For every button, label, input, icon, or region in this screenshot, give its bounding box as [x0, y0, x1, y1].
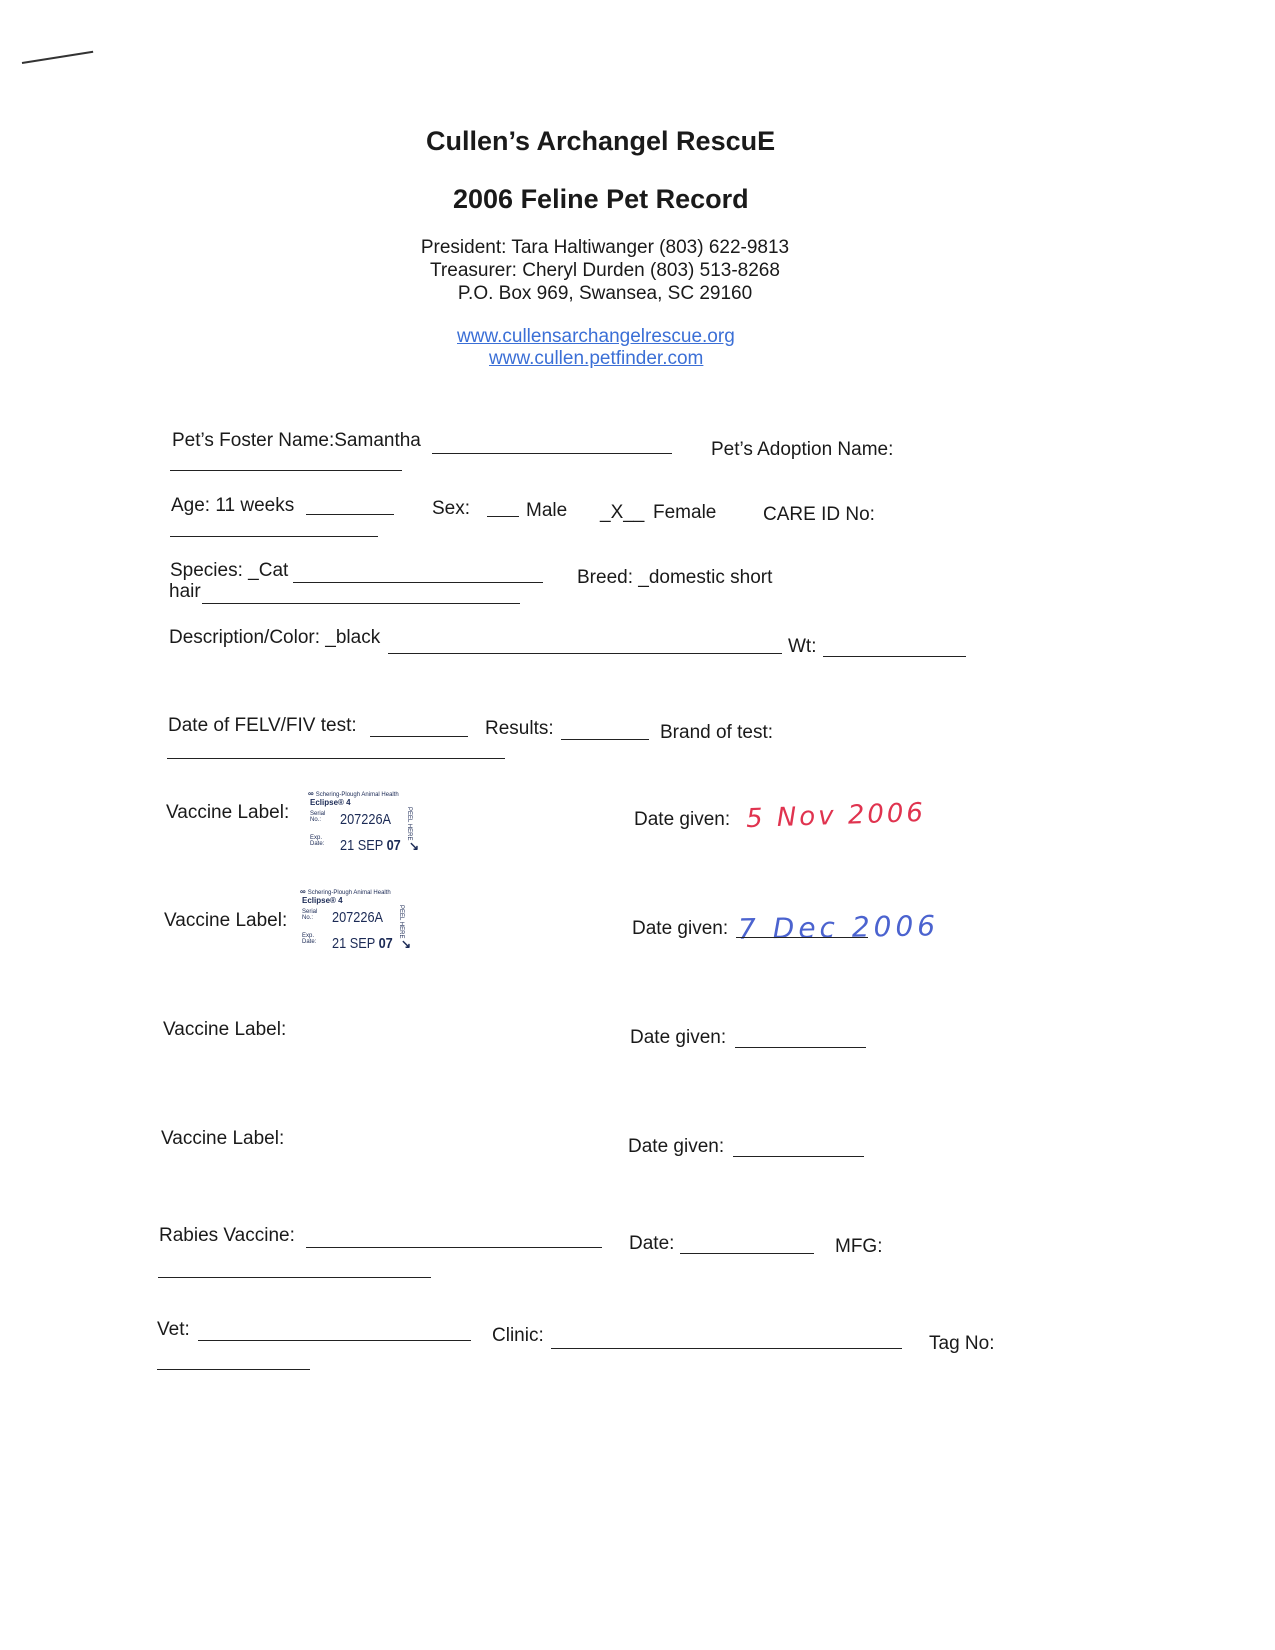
- felv-brand-line[interactable]: [167, 758, 505, 759]
- male-checkbox-line[interactable]: [487, 516, 519, 517]
- female-label: Female: [653, 502, 717, 523]
- sticker-serial-caption: Serial No.:: [302, 909, 318, 921]
- clinic-label: Clinic:: [492, 1325, 544, 1346]
- felv-brand-label: Brand of test:: [660, 722, 774, 743]
- vaccine-sticker-2: [298, 885, 420, 955]
- vaccine-date-line-3[interactable]: [735, 1047, 866, 1048]
- rabies-date-line[interactable]: [680, 1253, 814, 1254]
- website-link-petfinder[interactable]: www.cullen.petfinder.com: [489, 348, 704, 369]
- sticker-manufacturer: ∞ Schering-Plough Animal Health: [300, 887, 391, 896]
- breed-label: Breed: _domestic short: [577, 567, 773, 588]
- sticker-exp-caption: Exp. Date:: [302, 933, 317, 945]
- president-line: President: Tara Haltiwanger (803) 622-9813: [420, 237, 790, 258]
- rabies-vaccine-line[interactable]: [306, 1247, 602, 1248]
- felv-date-label: Date of FELV/FIV test:: [168, 715, 357, 736]
- vaccine-date-value-2: 7 Dec 2006: [737, 909, 940, 946]
- sticker-exp-date: 21 SEP 07: [340, 837, 401, 854]
- sticker-peel-here: PEEL HERE: [406, 807, 412, 841]
- clinic-line[interactable]: [551, 1348, 902, 1349]
- vaccine-label-4: Vaccine Label:: [161, 1128, 285, 1149]
- vaccine-date-label-1: Date given:: [634, 809, 731, 830]
- sticker-manufacturer: ∞ Schering-Plough Animal Health: [308, 789, 399, 798]
- rabies-mfg-line[interactable]: [158, 1277, 431, 1278]
- vaccine-date-value-1: 5 Nov 2006: [745, 797, 927, 835]
- vet-line[interactable]: [198, 1340, 471, 1341]
- description-label: Description/Color: _black: [169, 627, 381, 648]
- foster-name-line[interactable]: [432, 453, 672, 454]
- care-id-line[interactable]: [170, 536, 378, 537]
- vaccine-sticker-1: [306, 787, 428, 857]
- vaccine-label-2: Vaccine Label:: [164, 910, 288, 931]
- rabies-vaccine-label: Rabies Vaccine:: [159, 1225, 295, 1246]
- vaccine-date-label-4: Date given:: [628, 1136, 725, 1157]
- peel-arrow-icon: ↘: [401, 937, 412, 951]
- peel-arrow-icon: ↘: [409, 839, 420, 853]
- felv-date-line[interactable]: [370, 736, 468, 737]
- female-mark: _X__: [600, 502, 645, 523]
- sticker-serial: 207226A: [340, 811, 392, 828]
- vaccine-date-line-2[interactable]: [736, 937, 868, 938]
- sex-label: Sex:: [432, 498, 471, 519]
- tag-number-label: Tag No:: [929, 1333, 995, 1354]
- sticker-exp-caption: Exp. Date:: [310, 835, 325, 847]
- species-line[interactable]: [293, 582, 543, 583]
- vaccine-date-label-2: Date given:: [632, 918, 729, 939]
- weight-label: Wt:: [788, 636, 817, 657]
- sticker-product: Eclipse® 4: [302, 896, 343, 905]
- sticker-peel-here: PEEL HERE: [398, 905, 404, 939]
- vaccine-date-label-3: Date given:: [630, 1027, 727, 1048]
- org-name: Cullen’s Archangel RescuE: [426, 126, 776, 156]
- description-line[interactable]: [388, 653, 782, 654]
- tag-number-line[interactable]: [157, 1369, 310, 1370]
- vaccine-label-1: Vaccine Label:: [166, 802, 290, 823]
- contact-block: [400, 236, 810, 305]
- sticker-serial-caption: Serial No.:: [310, 811, 326, 823]
- age-line[interactable]: [306, 514, 394, 515]
- vet-label: Vet:: [157, 1319, 190, 1340]
- felv-results-line[interactable]: [561, 739, 649, 740]
- vaccine-date-line-4[interactable]: [733, 1156, 864, 1157]
- treasurer-line: Treasurer: Cheryl Durden (803) 513-8268: [430, 260, 780, 281]
- scan-mark: [22, 51, 93, 64]
- adoption-name-line[interactable]: [170, 470, 402, 471]
- address-line: P.O. Box 969, Swansea, SC 29160: [457, 283, 753, 304]
- rabies-date-label: Date:: [629, 1233, 675, 1254]
- rabies-mfg-label: MFG:: [835, 1236, 883, 1257]
- breed-continuation: hair: [169, 581, 201, 602]
- age-label: Age: 11 weeks: [171, 495, 295, 516]
- manufacturer-logo-icon: ∞: [308, 789, 314, 798]
- website-link-main[interactable]: www.cullensarchangelrescue.org: [457, 326, 735, 347]
- male-label: Male: [526, 500, 568, 521]
- breed-line[interactable]: [202, 603, 520, 604]
- foster-name-label: Pet’s Foster Name:Samantha: [172, 430, 421, 451]
- sticker-exp-date: 21 SEP 07: [332, 935, 393, 952]
- sticker-serial: 207226A: [332, 909, 384, 926]
- adoption-name-label: Pet’s Adoption Name:: [711, 439, 894, 460]
- record-title: 2006 Feline Pet Record: [453, 184, 749, 214]
- species-label: Species: _Cat: [170, 560, 289, 581]
- felv-results-label: Results:: [485, 718, 554, 739]
- sticker-product: Eclipse® 4: [310, 798, 351, 807]
- vaccine-label-3: Vaccine Label:: [163, 1019, 287, 1040]
- weight-line[interactable]: [823, 656, 966, 657]
- care-id-label: CARE ID No:: [763, 504, 875, 525]
- manufacturer-logo-icon: ∞: [300, 887, 306, 896]
